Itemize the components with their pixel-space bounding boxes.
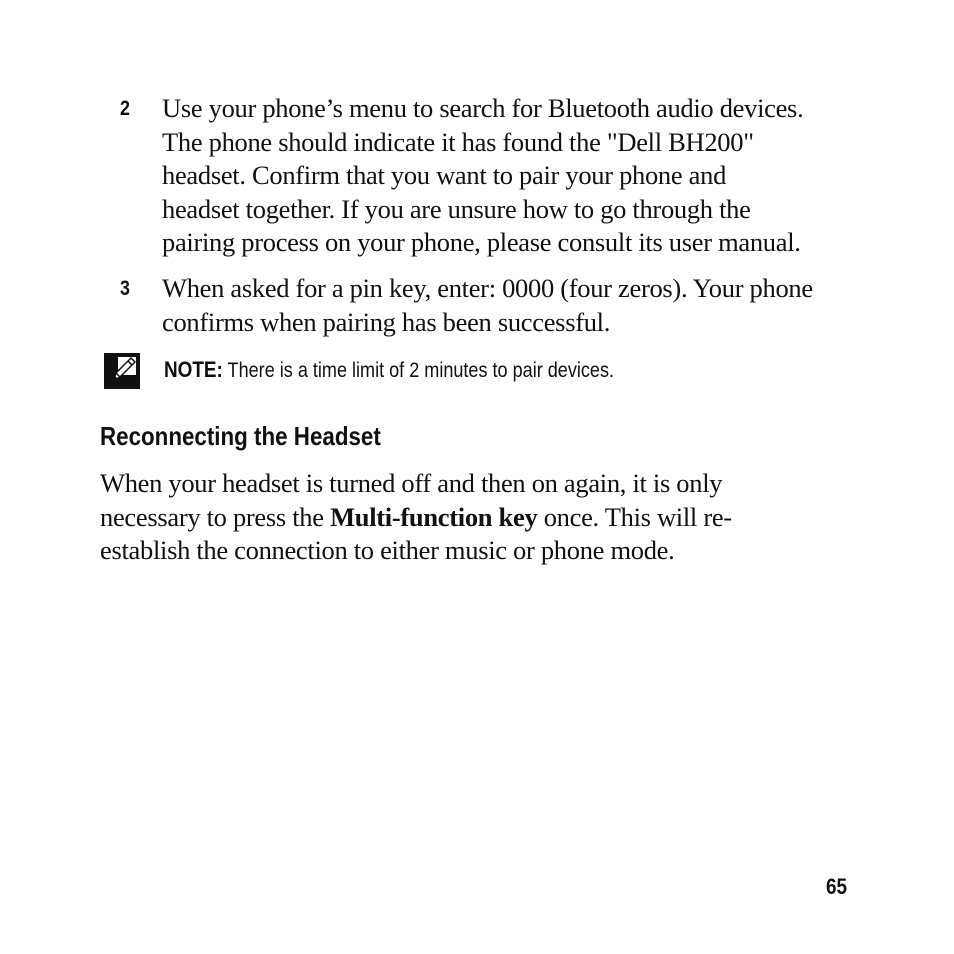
step-text-line: The phone should indicate it has found the "Dell BH200" (162, 126, 754, 157)
step-text-line: headset. Confirm that you want to pair your phone and (162, 160, 727, 190)
step-number: 2 (120, 97, 130, 120)
page-number: 65 (826, 874, 848, 899)
section-heading: Reconnecting the Headset (100, 421, 381, 451)
step-text-line: headset together. If you are unsure how to go through the (162, 193, 751, 224)
note-body: There is a time limit of 2 minutes to pair devices. (222, 359, 614, 382)
paragraph-text: necessary to press the (100, 501, 331, 532)
note-box (104, 350, 864, 390)
note-label: NOTE: (164, 357, 223, 382)
note-pencil-icon (104, 353, 140, 389)
step-text (162, 272, 862, 339)
step-text-line: When asked for a pin key, enter: 0000 (four zeros). Your phone (162, 273, 813, 303)
section-paragraph (100, 467, 860, 568)
step-text-line: pairing process on your phone, please consult its user manual. (162, 227, 801, 257)
step-text-line: Use your phone’s menu to search for Bluetooth audio devices. (162, 93, 804, 123)
multi-function-key-term: Multi-function key (330, 501, 538, 532)
paragraph-line: establish the connection to either music or phone mode. (100, 535, 675, 565)
note-text (164, 357, 614, 384)
step-number: 3 (120, 277, 130, 300)
paragraph-line (100, 501, 860, 535)
paragraph-line: When your headset is turned off and then on again, it is only (100, 468, 723, 498)
step-text (162, 92, 862, 260)
step-text-line: confirms when pairing has been successful. (162, 306, 611, 337)
paragraph-text: once. This will re- (537, 501, 732, 532)
